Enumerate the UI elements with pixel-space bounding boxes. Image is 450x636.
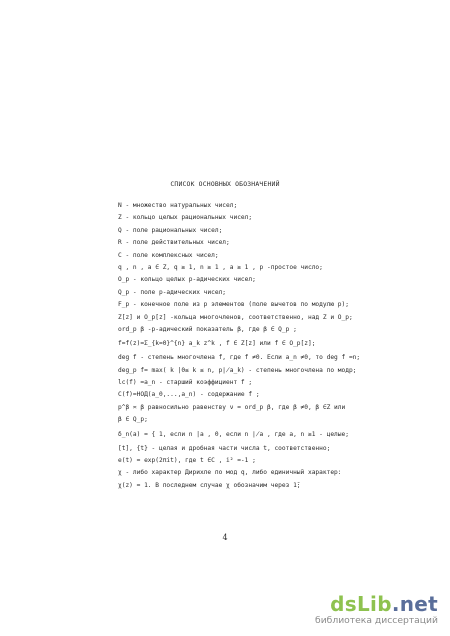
logo-lib: Lib	[357, 592, 392, 616]
notation-line: χ(z) = 1. В последнем случае χ обозначим через 1̄;	[118, 481, 301, 489]
notation-line: β ∈ Q_p;	[118, 416, 148, 424]
notation-line: [t], {t} - целая и дробная части числа t, соответственно;	[118, 444, 331, 452]
page-title: СПИСОК ОСНОВНЫХ ОБОЗНАЧЕНИЙ	[170, 180, 280, 188]
watermark-subtitle: библиотека диссертаций	[315, 615, 438, 626]
notation-line: δ_n(a) = { 1, если n |a , 0, если n ∤a , где a, n ≥1 - целые;	[118, 430, 349, 438]
page-number: 4	[222, 533, 228, 542]
notation-line: f=f(z)=Σ_{k=0}^{n} a_k z^k , f ∈ Z[z] или f ∈ O_p[z];	[118, 340, 316, 348]
notation-line: C - поле комплексных чисел;	[118, 251, 219, 259]
dslib-logo	[330, 592, 438, 616]
notation-line: Q_p - поле p-адических чисел;	[118, 288, 227, 296]
notation-line: χ - либо характер Дирихле по мод q, либо единичный характер:	[118, 469, 342, 477]
watermark-logo	[278, 592, 438, 628]
notation-line: F_p - конечное поле из p элементов (поле вычетов по модулю p);	[118, 301, 349, 309]
notation-line: N - множество натуральных чисел;	[118, 202, 238, 209]
notation-list	[118, 200, 448, 492]
notation-line: deg_p f= max( k |0≤ k ≤ n, p∤a_k) - степень многочлена по модр;	[118, 366, 357, 374]
notation-line: deg f - степень многочлена f, где f ≠0. Если a_n ≠0, то deg f =n;	[118, 354, 361, 362]
notation-line: q , n , a ∈ Z, q ≥ 1, n ≥ 1 , a ≥ 1 , p -простое число;	[118, 263, 323, 271]
logo-net: .net	[391, 592, 438, 616]
notation-line: R - поле действительных чисел;	[118, 239, 230, 247]
notation-line: Q - поле рациональных чисел;	[118, 226, 223, 234]
notation-line: Z[z] и O_p[z] -кольца многочленов, соответственно, над Z и O_p;	[118, 313, 353, 321]
notation-line: lc(f) =a_n - старший коэффициент f ;	[118, 379, 253, 387]
notation-line: C(f)=НОД(a_0,...,a_n) - содержание f ;	[118, 391, 260, 399]
notation-line: Z - кольцо целых рациональных чисел;	[118, 214, 253, 222]
notation-line: p^β ≍ β равносильно равенству ν = ord_p β, где β ≠0, β ∈Z или	[118, 403, 346, 411]
logo-ds: ds	[330, 592, 357, 616]
notation-line: e(t) = exp(2πit), где t ∈C , i² =-1 ;	[118, 457, 256, 465]
notation-line: ord_p β -p-адический показатель β, где β ∈ Q_p ;	[118, 325, 297, 333]
notation-line: O_p - кольцо целых p-адических чисел;	[118, 276, 256, 284]
